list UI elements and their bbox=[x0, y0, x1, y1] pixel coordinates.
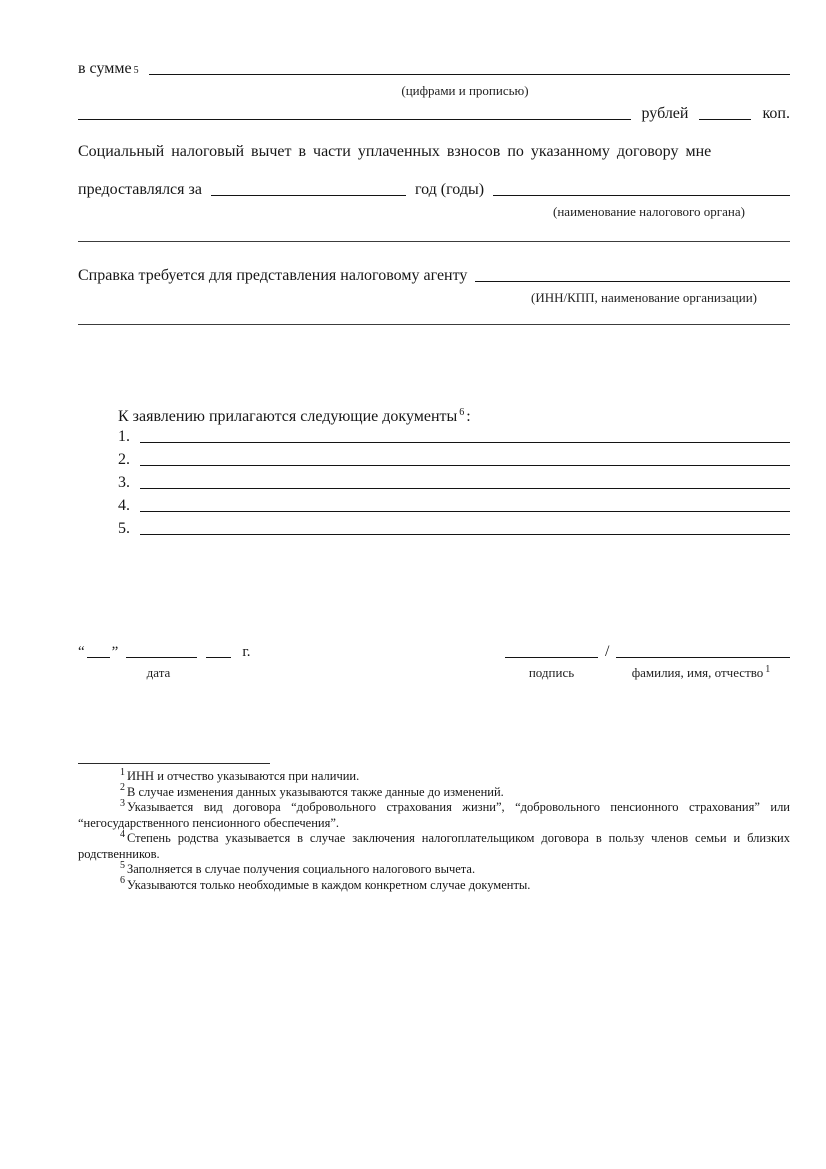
footnote-text: Степень родства указывается в случае заключения налогоплательщиком договора в пользу членов семьи и близких родственников. bbox=[78, 831, 790, 861]
certificate-label: Справка требуется для представления налоговому агенту bbox=[78, 267, 468, 284]
year-suffix: г. bbox=[242, 644, 251, 660]
tax-agent-field[interactable] bbox=[475, 280, 790, 282]
footnote-text: Заполняется в случае получения социального налогового вычета. bbox=[127, 862, 476, 876]
attachment-row bbox=[78, 497, 790, 520]
signature-slash: / bbox=[605, 643, 610, 660]
year-label: год (годы) bbox=[414, 181, 485, 198]
attachment-field-4[interactable] bbox=[140, 510, 790, 512]
date-quote-open: “ bbox=[78, 644, 85, 660]
attachment-row bbox=[78, 474, 790, 497]
footnote bbox=[78, 766, 790, 785]
footnote-ref: 3 bbox=[120, 797, 125, 809]
attachments-footnote-ref: 6 bbox=[459, 406, 465, 418]
signature-block bbox=[505, 641, 790, 681]
deduction-paragraph: Социальный налоговый вычет в части уплаченных взносов по указанному договору мне bbox=[78, 143, 712, 160]
tax-agent-caption: (ИНН/КПП, наименование организации) bbox=[531, 290, 757, 305]
attachment-row bbox=[78, 520, 790, 543]
certificate-section bbox=[78, 265, 790, 305]
footnote bbox=[78, 828, 790, 862]
date-year-field[interactable] bbox=[206, 656, 231, 658]
rubles-label: рублей bbox=[641, 105, 689, 122]
signature-field[interactable] bbox=[505, 656, 598, 658]
attachment-field-1[interactable] bbox=[140, 441, 790, 443]
footnote bbox=[78, 797, 790, 831]
tax-authority-field[interactable] bbox=[493, 194, 790, 196]
attachment-number: 1. bbox=[118, 428, 130, 445]
footnote bbox=[78, 875, 790, 894]
footnotes-section bbox=[78, 763, 790, 893]
name-caption: фамилия, имя, отчество $^1$ bbox=[631, 663, 771, 680]
footnote-ref: 6 bbox=[120, 875, 125, 887]
signature-caption: подпись bbox=[528, 665, 575, 680]
date-month-field[interactable] bbox=[126, 656, 197, 658]
sum-words-field[interactable] bbox=[78, 118, 631, 120]
date-day-field[interactable] bbox=[87, 656, 110, 658]
attachment-row bbox=[78, 451, 790, 474]
tax-authority-caption: (наименование налогового органа) bbox=[553, 204, 745, 219]
footnote-text: В случае изменения данных указываются также данные до изменений. bbox=[127, 784, 504, 799]
sum-caption: (цифрами и прописью) bbox=[401, 83, 529, 98]
full-name-field[interactable] bbox=[616, 656, 790, 658]
attachments-colon: : bbox=[466, 408, 471, 425]
rubles-section bbox=[78, 103, 790, 125]
sum-section: в сумме 5 (цифрами и прописью) bbox=[78, 58, 790, 98]
attachment-row bbox=[78, 428, 790, 451]
attachment-field-2[interactable] bbox=[140, 464, 790, 466]
attachments-heading: К заявлению прилагаются следующие документы bbox=[118, 408, 458, 425]
name-footnote-ref: 1 bbox=[765, 663, 771, 675]
footnote bbox=[78, 859, 790, 878]
provided-label: предоставлялся за bbox=[78, 181, 202, 198]
attachment-number: 2. bbox=[118, 451, 130, 468]
footnote-ref: 5 bbox=[120, 859, 125, 871]
attachment-field-3[interactable] bbox=[140, 487, 790, 489]
footnote-ref: 4 bbox=[120, 828, 125, 840]
kopecks-label: коп. bbox=[762, 105, 790, 122]
sum-label: в сумме bbox=[78, 60, 132, 77]
provided-year-field[interactable] bbox=[211, 194, 406, 196]
date-block bbox=[78, 641, 251, 681]
footnote bbox=[78, 782, 790, 801]
date-signature-section bbox=[78, 641, 790, 683]
attachment-number: 4. bbox=[118, 497, 130, 514]
attachment-number: 5. bbox=[118, 520, 130, 537]
footnotes-divider bbox=[78, 763, 270, 764]
footnote-text: Указывается вид договора “добровольного страхования жизни”, “добровольного пенсионного страхования” или “негосударственного пенсионного обеспечения”. bbox=[78, 800, 790, 830]
attachment-field-5[interactable] bbox=[140, 533, 790, 535]
footnote-text: ИНН и отчество указываются при наличии. bbox=[127, 769, 360, 783]
footnote-ref: 2 bbox=[120, 782, 125, 794]
attachments-section bbox=[78, 405, 790, 543]
deduction-section bbox=[78, 142, 790, 162]
attachment-number: 3. bbox=[118, 474, 130, 491]
section-divider-2 bbox=[78, 324, 790, 325]
provided-row bbox=[78, 179, 790, 219]
footnote-text: Указываются только необходимые в каждом конкретном случае документы. bbox=[127, 877, 531, 892]
footnote-ref: 1 bbox=[120, 766, 125, 778]
sum-amount-field[interactable] bbox=[149, 73, 790, 75]
date-caption: дата bbox=[146, 665, 171, 680]
section-divider-1 bbox=[78, 241, 790, 242]
date-quote-close: ” bbox=[111, 644, 119, 660]
kopecks-field[interactable] bbox=[699, 118, 751, 120]
